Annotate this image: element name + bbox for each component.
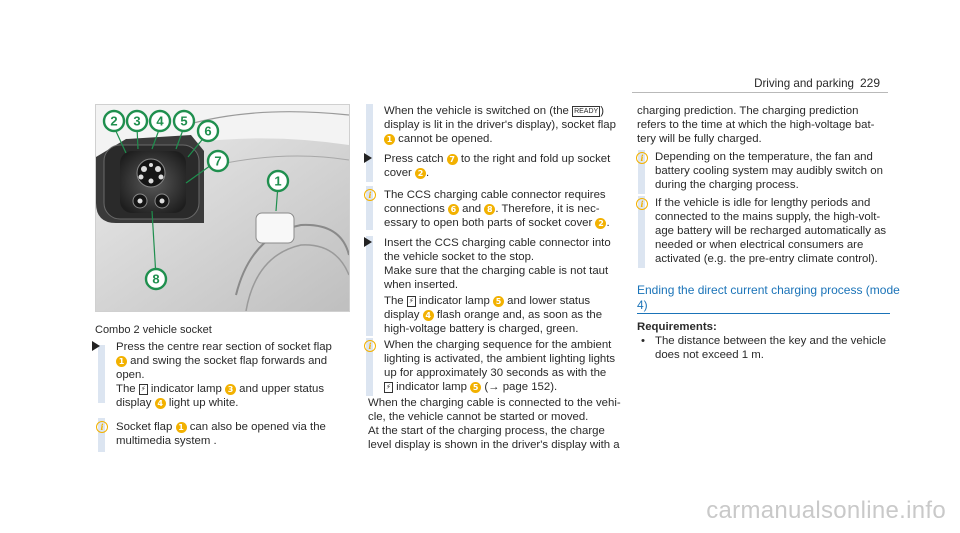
note3-line2: lighting is activated, the ambient lighting lights bbox=[384, 353, 616, 365]
req-line1: The distance between the key and the vehicle bbox=[655, 335, 887, 347]
bullet-icon: • bbox=[641, 335, 645, 347]
note5-line1: If the vehicle is idle for lengthy periods and bbox=[655, 197, 871, 209]
step-arrow-icon bbox=[364, 237, 372, 251]
callout-2-icon: 2 bbox=[415, 168, 426, 179]
callout-5-icon: 5 bbox=[493, 296, 504, 307]
note2-line2: connections 6 and 8 . Therefore, it is nec- bbox=[384, 203, 600, 215]
step1-line1: Press the centre rear section of socket flap bbox=[116, 341, 332, 353]
step3-line2: the vehicle socket to the stop. bbox=[384, 251, 535, 263]
requirements-title: Requirements: bbox=[637, 321, 717, 333]
step3-line7: high-voltage battery is charged, green. bbox=[384, 323, 579, 335]
step3-line4: when inserted. bbox=[384, 279, 459, 291]
page-number: 229 bbox=[859, 76, 880, 90]
ready-icon: READY bbox=[574, 108, 599, 115]
step1-line2: 1 and swing the socket flap forwards and bbox=[116, 354, 327, 368]
callout-8-icon: 8 bbox=[484, 204, 495, 215]
callout-3-icon: 3 bbox=[225, 384, 236, 395]
callout-4-icon: 4 bbox=[423, 310, 434, 321]
step2-line1: Press catch 7 to the right and fold up socket bbox=[384, 153, 611, 165]
p0-line3: 1 cannot be opened. bbox=[384, 132, 493, 146]
charging-socket-illustration bbox=[96, 105, 349, 311]
note2-line3: essary to open both parts of socket cover 2 . bbox=[384, 217, 610, 229]
callout-1-icon: 1 bbox=[384, 134, 395, 145]
note5-line2: connected to the mains supply, the high-volt- bbox=[655, 211, 881, 223]
paragraph-bar bbox=[366, 104, 373, 152]
note4-line2: battery cooling system may audibly switch on bbox=[655, 165, 883, 177]
info-icon: i bbox=[96, 420, 108, 434]
figure-callout-2 bbox=[104, 111, 124, 131]
svg-text:3: 3 bbox=[133, 113, 141, 129]
callout-7-icon: 7 bbox=[447, 154, 458, 165]
note5-line5: activated (e.g. the pre-entry climate control). bbox=[655, 253, 878, 265]
watermark: carmanualsonline.info bbox=[706, 497, 946, 524]
step3-line6: display 4 flash orange and, as soon as the bbox=[384, 309, 603, 321]
svg-text:1: 1 bbox=[274, 173, 282, 189]
figure-caption: Combo 2 vehicle socket bbox=[95, 324, 212, 336]
charging-plug-icon: ⚡ bbox=[386, 384, 391, 391]
callout-1-icon: 1 bbox=[116, 356, 127, 367]
callout-6-icon: 6 bbox=[448, 204, 459, 215]
note4-line3: during the charging process. bbox=[655, 179, 799, 191]
figure-callout-4 bbox=[150, 111, 170, 131]
figure-callout-7 bbox=[208, 151, 228, 171]
p-end-line1: When the charging cable is connected to the vehi- bbox=[368, 397, 621, 409]
svg-text:5: 5 bbox=[180, 113, 188, 129]
step1-line3: open. bbox=[116, 369, 145, 381]
note3-line4: ⚡ indicator lamp 5 (→ page 152). bbox=[386, 381, 558, 393]
heading-rule bbox=[637, 313, 890, 314]
p0-line2: display is lit in the driver's display), socket flap bbox=[384, 119, 616, 131]
note5-line4: needed or when electrical consumers are bbox=[655, 239, 864, 251]
info-icon: i bbox=[364, 188, 376, 202]
note2-line1: The CCS charging cable connector requires bbox=[384, 189, 606, 201]
step3-line3: Make sure that the charging cable is not taut bbox=[384, 265, 609, 277]
header-rule bbox=[632, 92, 888, 93]
svg-text:4: 4 bbox=[156, 113, 164, 129]
section-heading-line1: Ending the direct current charging process (mode bbox=[637, 283, 900, 297]
section-heading bbox=[637, 283, 900, 313]
step-arrow-icon bbox=[364, 153, 372, 167]
callout-4-icon: 4 bbox=[155, 398, 166, 409]
p1-line2: refers to the time at which the high-voltage bat- bbox=[637, 119, 875, 131]
info-icon: i bbox=[636, 197, 648, 211]
figure-callout-1 bbox=[268, 171, 288, 191]
step-bar bbox=[366, 236, 373, 336]
step2-line2: cover 2 . bbox=[384, 167, 430, 179]
p-end-line2: cle, the vehicle cannot be started or moved. bbox=[368, 411, 589, 423]
callout-5-icon: 5 bbox=[470, 382, 481, 393]
callout-2-icon: 2 bbox=[595, 218, 606, 229]
callout-1-icon: 1 bbox=[176, 422, 187, 433]
figure-callout-6 bbox=[198, 121, 218, 141]
req-line2: does not exceed 1 m. bbox=[655, 349, 764, 361]
charging-plug-icon: ⚡ bbox=[140, 386, 146, 393]
charging-plug-icon: ⚡ bbox=[408, 298, 414, 305]
svg-text:6: 6 bbox=[204, 123, 212, 139]
note1-line2: multimedia system . bbox=[116, 435, 217, 447]
step3-line5: The ⚡ indicator lamp 5 and lower status bbox=[384, 295, 591, 307]
arrow-icon: → bbox=[488, 381, 500, 393]
figure-callout-3 bbox=[127, 111, 147, 131]
note1-line1: Socket flap 1 can also be opened via the bbox=[116, 421, 326, 433]
p-end-line3: At the start of the charging process, the charge bbox=[368, 425, 605, 437]
section-title: Driving and parking bbox=[754, 77, 854, 90]
page-header bbox=[754, 76, 880, 90]
svg-text:8: 8 bbox=[152, 271, 160, 287]
step3-line1: Insert the CCS charging cable connector into bbox=[384, 237, 611, 249]
charging-socket-figure bbox=[95, 104, 350, 312]
note3-line1: When the charging sequence for the ambient bbox=[384, 339, 612, 351]
info-icon: i bbox=[364, 339, 376, 353]
svg-text:2: 2 bbox=[110, 113, 118, 129]
note4-line1: Depending on the temperature, the fan and bbox=[655, 151, 873, 163]
note3-line3: up for approximately 30 seconds as with the bbox=[384, 367, 607, 379]
step-arrow-icon bbox=[92, 341, 100, 355]
section-heading-line2: 4) bbox=[637, 298, 648, 312]
page-reference-link[interactable]: page 152). bbox=[502, 381, 558, 393]
step1-line4: The ⚡ indicator lamp 3 and upper status bbox=[116, 383, 325, 395]
info-icon: i bbox=[636, 151, 648, 165]
p0-line1: When the vehicle is switched on (the READY ) bbox=[384, 105, 604, 117]
p-end-line4: level display is shown in the driver's display with a bbox=[368, 439, 620, 451]
p1-line3: tery will be fully charged. bbox=[637, 133, 762, 145]
svg-text:7: 7 bbox=[214, 153, 222, 169]
p1-line1: charging prediction. The charging prediction bbox=[637, 105, 859, 117]
step1-line5: display 4 light up white. bbox=[116, 397, 239, 409]
figure-callout-5 bbox=[174, 111, 194, 131]
figure-callout-8 bbox=[146, 269, 166, 289]
note5-line3: age battery will be recharged automatically as bbox=[655, 225, 887, 237]
